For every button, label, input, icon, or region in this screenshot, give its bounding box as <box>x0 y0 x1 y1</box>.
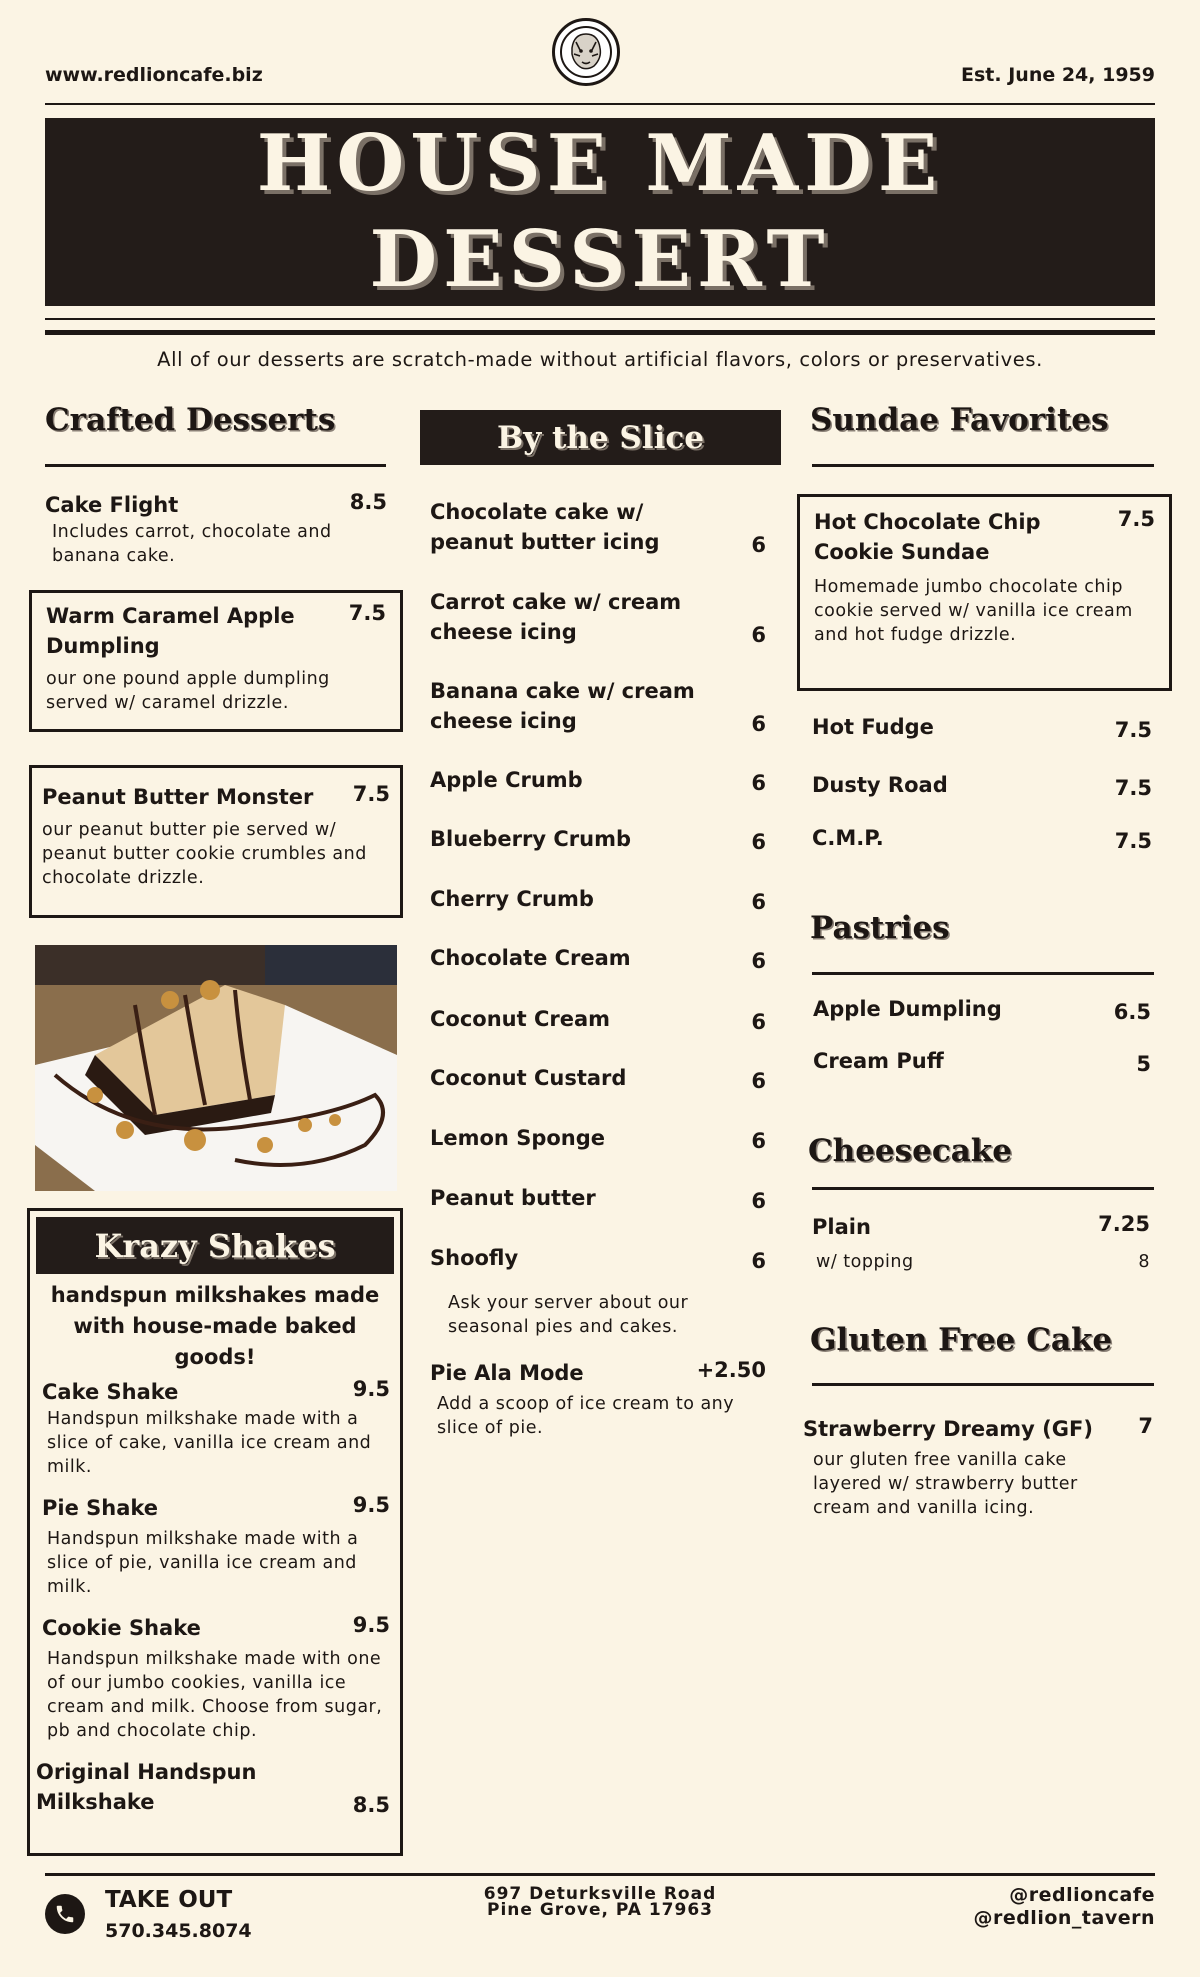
pastry-list-item <box>813 1046 1151 1076</box>
website-text[interactable]: www.redlioncafe.biz <box>45 64 263 86</box>
seasonal-note: Ask your server about our seasonal pies and cakes. <box>448 1293 689 1337</box>
item-price: 8.5 <box>352 1793 390 1817</box>
item-name: Apple Dumpling <box>813 997 1002 1021</box>
slice-list-item <box>430 824 766 854</box>
item-name: Warm Caramel Apple Dumpling <box>46 604 295 658</box>
slice-list-item <box>430 943 766 973</box>
item-desc: Includes carrot, chocolate and banana cake. <box>52 522 332 566</box>
menu-item-hot-chocolate-chip-cookie-sundae <box>797 494 1172 691</box>
slice-list-item <box>430 587 766 647</box>
menu-item-peanut-butter-monster <box>29 765 403 918</box>
item-price: 6 <box>751 830 766 854</box>
menu-item-plain-cheesecake <box>812 1212 1150 1242</box>
menu-item-cheesecake-topping <box>816 1250 1150 1274</box>
item-price: 6 <box>751 890 766 914</box>
item-name: Pie Ala Mode <box>430 1361 584 1385</box>
item-name: Blueberry Crumb <box>430 827 632 851</box>
item-price: 9.5 <box>352 1377 390 1401</box>
item-price: 6 <box>751 771 766 795</box>
item-price: +2.50 <box>696 1358 766 1382</box>
item-price: 7.5 <box>352 782 390 806</box>
item-desc: our one pound apple dumpling served w/ caramel drizzle. <box>46 669 330 713</box>
item-name: Peanut Butter Monster <box>42 785 314 809</box>
title-rule-thin <box>45 318 1155 320</box>
item-price: 6 <box>751 1069 766 1093</box>
item-desc: Handspun milkshake made with one of our jumbo cookies, vanilla ice cream and milk. Choose from sugar, pb and chocolate chip. <box>47 1649 383 1741</box>
phone-icon <box>45 1894 85 1934</box>
menu-item-pie-shake <box>30 1493 400 1599</box>
footer-rule <box>45 1873 1155 1876</box>
item-name: Carrot cake w/ cream cheese icing <box>430 590 682 644</box>
item-price: 7.5 <box>1117 507 1155 531</box>
menu-item-cake-flight <box>45 490 387 568</box>
pastries-rule <box>812 972 1154 975</box>
item-price: 7 <box>1138 1414 1153 1438</box>
takeout-label: TAKE OUT <box>105 1887 233 1913</box>
slice-list-item <box>430 765 766 795</box>
item-name: Cake Shake <box>42 1380 179 1404</box>
sundae-list-item <box>812 712 1152 742</box>
item-desc: our peanut butter pie served w/ peanut butter cookie crumbles and chocolate drizzle. <box>42 820 367 888</box>
item-price: 9.5 <box>352 1613 390 1637</box>
sundae-list-item <box>812 823 1152 853</box>
item-name: Cookie Shake <box>42 1616 201 1640</box>
item-price: 6 <box>751 949 766 973</box>
item-desc: Homemade jumbo chocolate chip cookie served w/ vanilla ice cream and hot fudge drizzle. <box>814 577 1133 645</box>
krazy-shakes-box <box>27 1208 403 1856</box>
item-name: Cake Flight <box>45 493 179 517</box>
crafted-heading: Crafted Desserts <box>45 402 336 438</box>
slice-list-item <box>430 1243 766 1273</box>
item-name: Original Handspun Milkshake <box>36 1760 257 1814</box>
item-desc: Handspun milkshake made with a slice of cake, vanilla ice cream and milk. <box>47 1409 372 1477</box>
item-price: 7.25 <box>1098 1212 1150 1236</box>
item-price: 6 <box>751 623 766 647</box>
social-handles <box>973 1884 1155 1930</box>
item-name: C.M.P. <box>812 826 884 850</box>
slice-list-item <box>430 497 766 557</box>
title-rule-thick <box>45 330 1155 335</box>
item-name: Cream Puff <box>813 1049 944 1073</box>
item-price: 7.5 <box>1114 718 1152 742</box>
item-name: Peanut butter <box>430 1186 596 1210</box>
menu-item-cake-shake <box>30 1377 400 1479</box>
gluten-free-rule <box>812 1383 1154 1386</box>
item-price: 6 <box>751 1249 766 1273</box>
item-price: 6 <box>751 1189 766 1213</box>
menu-item-warm-caramel-apple-dumpling <box>29 590 403 732</box>
sundae-rule <box>812 464 1154 467</box>
title-banner <box>45 118 1155 306</box>
item-name: Cherry Crumb <box>430 887 594 911</box>
slice-list-item <box>430 1123 766 1153</box>
item-price: 6 <box>751 1010 766 1034</box>
sundae-list-item <box>812 770 1152 800</box>
slice-list-item <box>430 676 766 736</box>
social-handle-cafe[interactable]: @redlioncafe <box>1009 1884 1155 1906</box>
item-price: 8 <box>1138 1252 1150 1272</box>
menu-item-strawberry-dreamy <box>803 1414 1153 1520</box>
item-name: Hot Chocolate Chip Cookie Sundae <box>814 510 1041 564</box>
item-price: 9.5 <box>352 1493 390 1517</box>
item-name: Chocolate cake w/ peanut butter icing <box>430 500 660 554</box>
shakes-intro: handspun milkshakes made with house-made baked goods! <box>50 1283 380 1369</box>
item-name: Pie Shake <box>42 1496 159 1520</box>
item-name: Apple Crumb <box>430 768 583 792</box>
item-name: Coconut Custard <box>430 1066 627 1090</box>
item-name: Shoofly <box>430 1246 519 1270</box>
header-rule <box>45 103 1155 105</box>
item-price: 6 <box>751 712 766 736</box>
item-name: Banana cake w/ cream cheese icing <box>430 679 695 733</box>
title-line-2: DESSERT <box>369 214 831 305</box>
gluten-free-heading: Gluten Free Cake <box>810 1322 1113 1358</box>
shakes-heading: Krazy Shakes <box>36 1217 394 1274</box>
item-price: 8.5 <box>349 490 387 514</box>
item-desc: Add a scoop of ice cream to any slice of pie. <box>437 1394 735 1438</box>
address-line-2: Pine Grove, PA 17963 <box>487 1900 713 1920</box>
slice-list-item <box>430 884 766 914</box>
item-name: w/ topping <box>816 1252 914 1272</box>
menu-item-original-milkshake <box>30 1757 400 1817</box>
item-name: Strawberry Dreamy (GF) <box>803 1417 1093 1441</box>
sundae-heading: Sundae Favorites <box>810 402 1109 438</box>
item-name: Hot Fudge <box>812 715 934 739</box>
item-name: Coconut Cream <box>430 1007 611 1031</box>
tagline: All of our desserts are scratch-made without artificial flavors, colors or preservatives. <box>157 348 1043 371</box>
menu-item-pie-ala-mode <box>430 1358 766 1440</box>
established-text: Est. June 24, 1959 <box>961 64 1155 86</box>
item-name: Plain <box>812 1215 871 1239</box>
address <box>380 1886 820 1918</box>
crafted-rule <box>45 464 386 467</box>
pastry-list-item <box>813 994 1151 1024</box>
slice-list-item <box>430 1004 766 1034</box>
item-price: 6 <box>751 1129 766 1153</box>
social-handle-tavern[interactable]: @redlion_tavern <box>973 1907 1155 1929</box>
cheesecake-rule <box>812 1187 1154 1190</box>
phone-number[interactable]: 570.345.8074 <box>105 1920 252 1942</box>
item-name: Dusty Road <box>812 773 948 797</box>
slice-list-item <box>430 1063 766 1093</box>
item-price: 7.5 <box>348 601 386 625</box>
item-name: Chocolate Cream <box>430 946 631 970</box>
item-price: 6 <box>751 533 766 557</box>
item-desc: our gluten free vanilla cake layered w/ strawberry butter cream and vanilla icing. <box>813 1450 1078 1518</box>
item-price: 7.5 <box>1114 829 1152 853</box>
slice-list-item <box>430 1183 766 1213</box>
menu-item-cookie-shake <box>30 1613 400 1743</box>
item-price: 7.5 <box>1114 776 1152 800</box>
address-line-1: 697 Deturksville Road <box>483 1884 717 1904</box>
pastries-heading: Pastries <box>810 910 950 946</box>
item-desc: Handspun milkshake made with a slice of pie, vanilla ice cream and milk. <box>47 1529 359 1597</box>
lion-logo-icon <box>552 18 620 86</box>
slice-heading: By the Slice <box>420 410 781 465</box>
item-price: 6.5 <box>1113 1000 1151 1024</box>
pie-photo <box>35 945 397 1191</box>
item-price: 5 <box>1136 1052 1151 1076</box>
title-line-1: HOUSE MADE <box>256 118 944 209</box>
cheesecake-heading: Cheesecake <box>808 1133 1012 1169</box>
item-name: Lemon Sponge <box>430 1126 606 1150</box>
